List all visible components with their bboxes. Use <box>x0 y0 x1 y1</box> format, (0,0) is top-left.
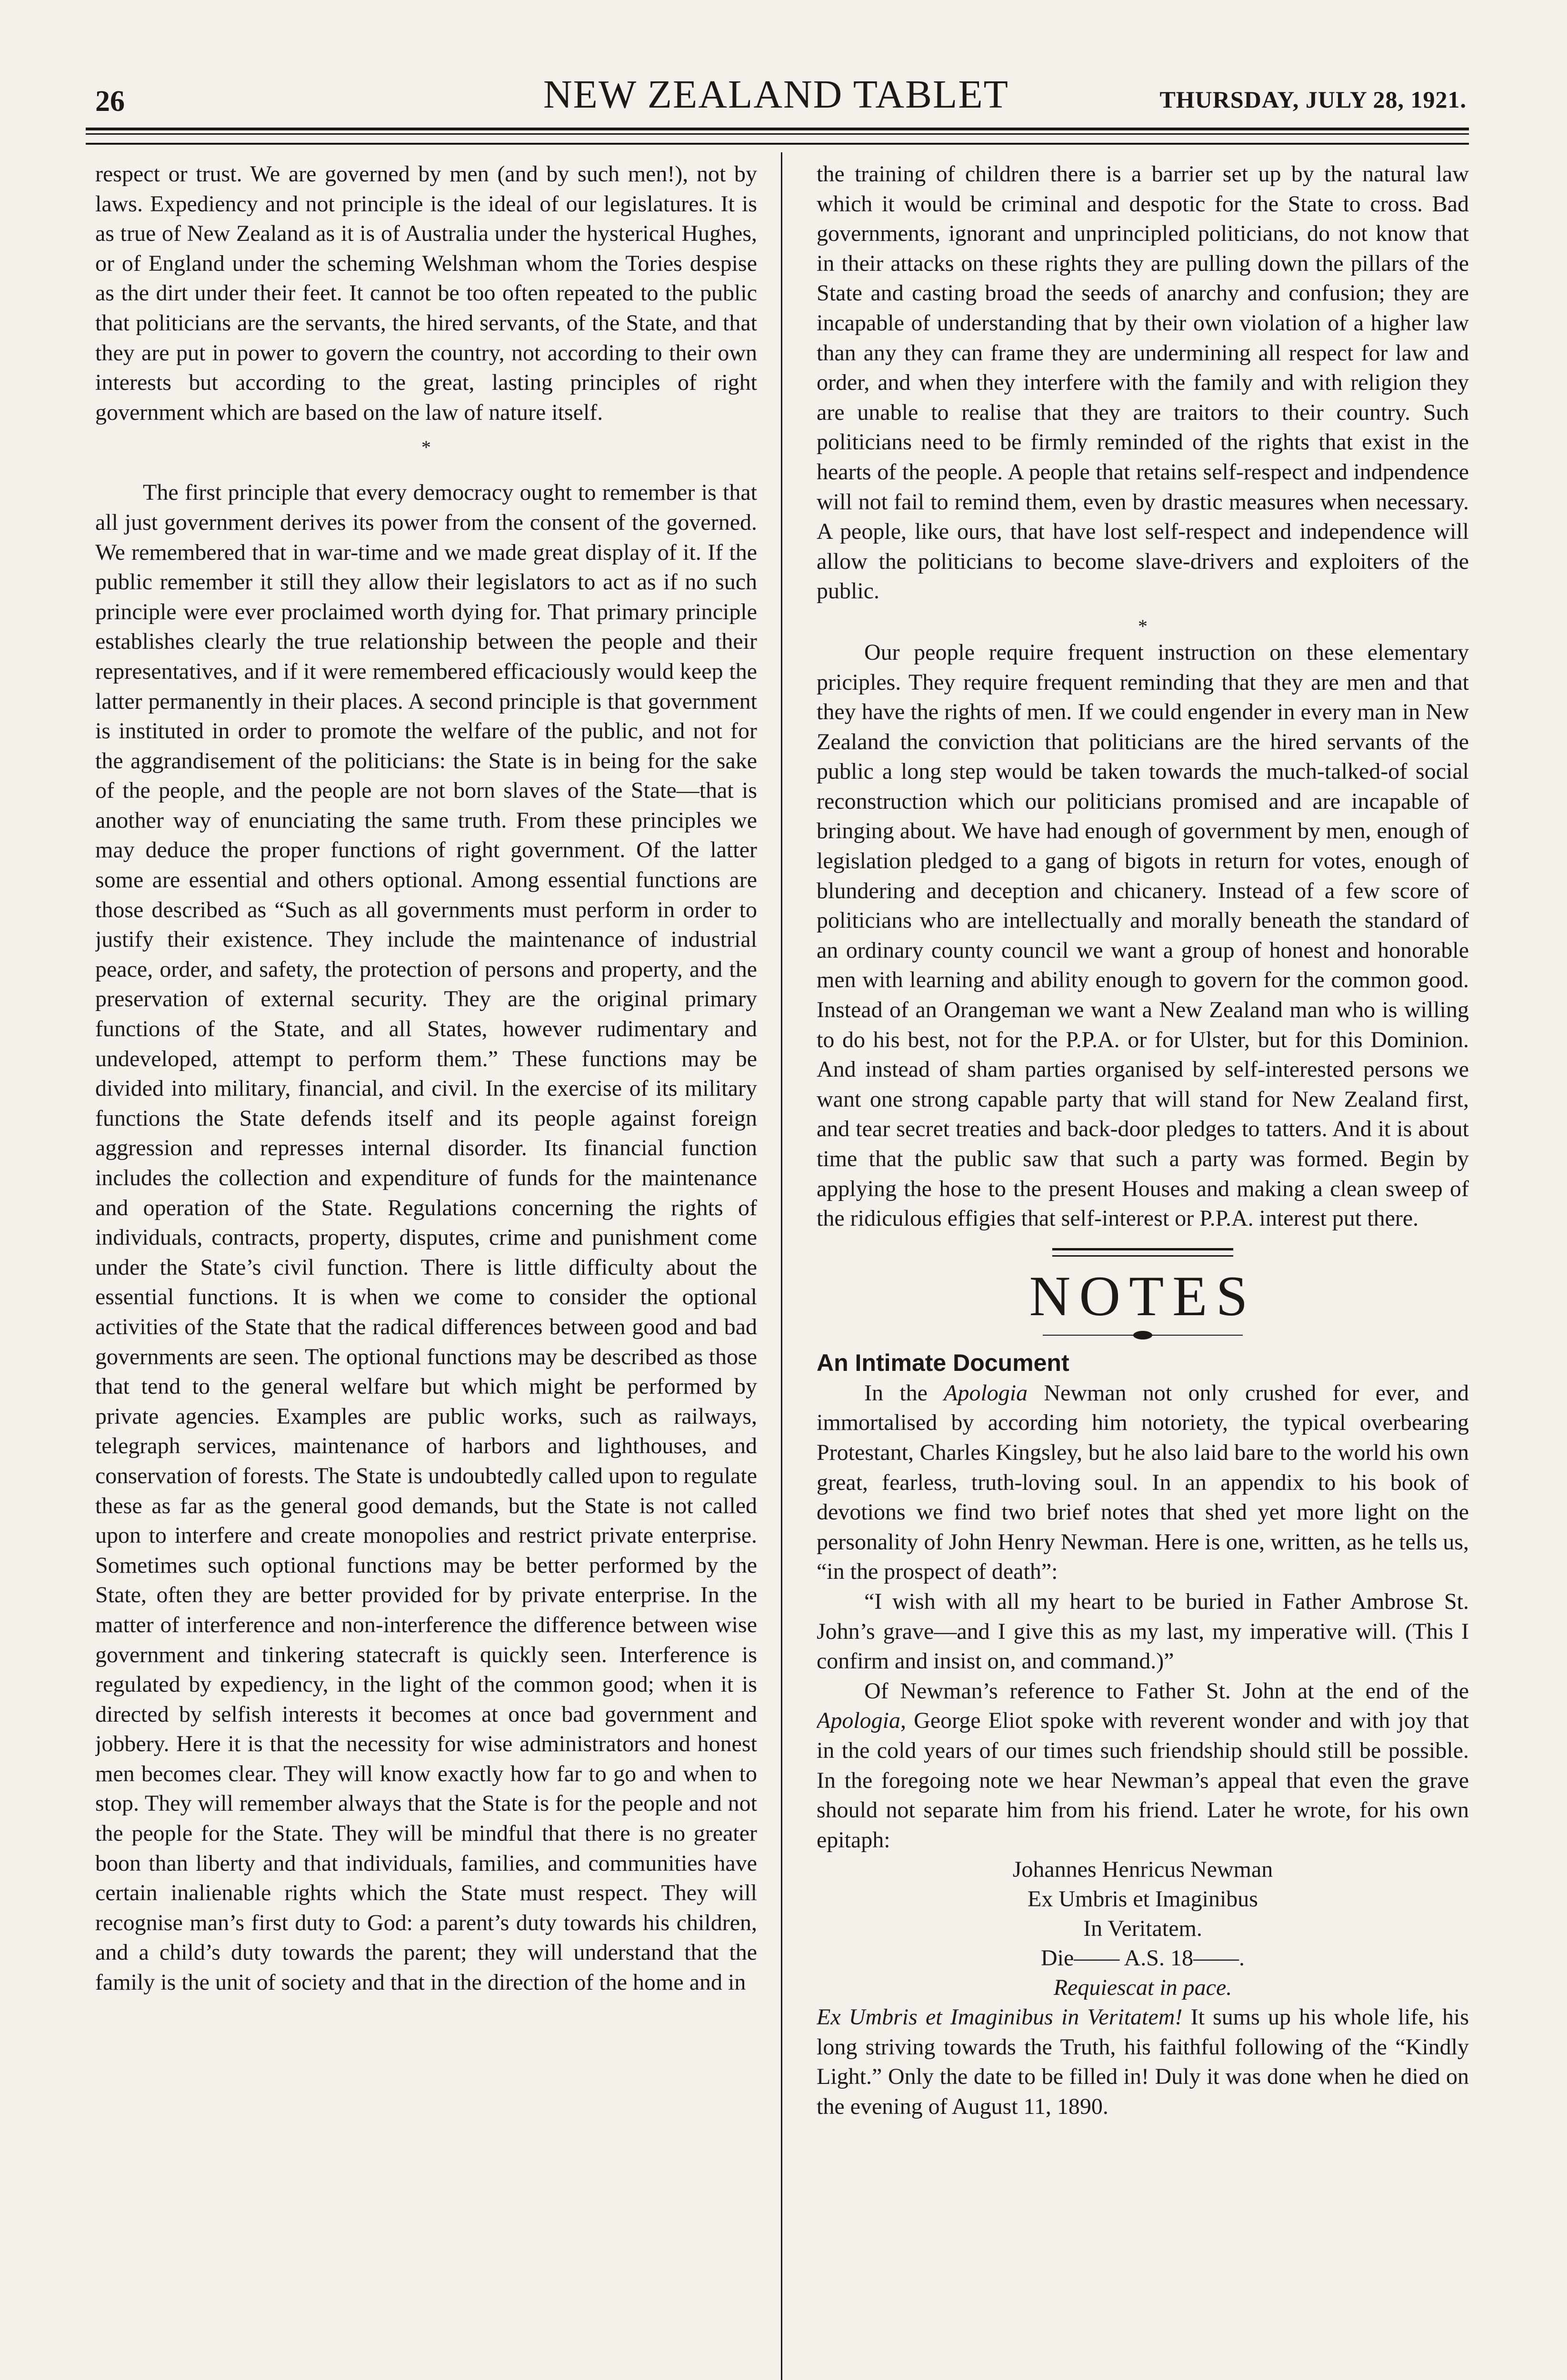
notes-rule <box>1052 1255 1233 1257</box>
left-paragraph-1: respect or trust. We are governed by men (and by such men!), not by laws. Expediency and not principle is the ideal of our legislatures. It is as true of New Zealand as it is of Australia under the hysterical Hughes, or of England under the scheming Welshman whom the Tories despise as the dirt under their feet. It cannot be too often repeated to the public that politicians are the servants, the hired servants, of the State, and that they are put in power to govern the country, not according to their own interests but according to the great, lasting principles of right government which are based on the law of nature itself. <box>95 161 757 425</box>
masthead-title: NEW ZEALAND TABLET <box>543 72 1009 117</box>
apologia-title: Apologia <box>817 1708 900 1734</box>
column-divider <box>781 152 782 2380</box>
newman-quote: “I wish with all my heart to be buried in Father Ambrose St. John’s grave—and I give this as my last, my imperative will. (This I confirm and insist on, and command.)” <box>817 1588 1469 1674</box>
epitaph-line: Johannes Henricus Newman <box>1012 1857 1273 1883</box>
page-header <box>86 71 1467 124</box>
epitaph-line: Ex Umbris et Imaginibus <box>1028 1886 1258 1912</box>
notes-paragraph-2: Of Newman’s reference to Father St. John at the end of the Apologia, George Eliot spoke with reverent wonder and with joy that in the cold years of our times such friendship should still be possible. In the foregoing note we hear Newman’s appeal that even the grave should not separate him from his friend. Later he wrote, for his own epitaph: <box>817 1678 1469 1853</box>
notes-title: NOTES <box>1029 1264 1257 1328</box>
left-paragraph-2: The first principle that every democracy ought to remember is that all just government derives its power from the consent of the governed. We remembered that in war-time and we made great display of it. If the public remember it still they allow their legislators to act as if no such principle were ever proclaimed worth dying for. That primary principle establishes clearly the true relationship between the people and their representatives, and if it were remembered efficaciously would keep the latter permanently in their places. A second principle is that government is instituted in order to promote the welfare of the public, and not for the aggrandisement of the politicians: the State is in being for the sake of the people, and the people are not born slaves of the State—that is another way of enunciating the same truth. From these principles we may deduce the proper functions of right government. Of the latter some are essential and others optional. Among essential functions are those described as “Such as all governments must perform in order to justify their existence. They include the maintenance of industrial peace, order, and safety, the protection of persons and property, and the preservation of external security. They are the original primary functions of the State, and all States, however rudimentary and undeveloped, attempt to perform them.” These functions may be divided into military, financial, and civil. In the exercise of its military functions the State defends itself and its people against foreign aggression and represses internal disorder. Its financial function includes the collection and expenditure of funds for the maintenance and operation of the State. Regulations concerning the rights of individuals, contracts, property, disputes, crime and punishment come under the State’s civil function. There is little difficulty about the essential functions. It is when we come to consider the optional activities of the State that the radical differences between good and bad governments are seen. The optional functions may be described as those that tend to the general welfare but which might be performed by private agencies. Examples are public works, such as railways, telegraph services, maintenance of harbors and lighthouses, and conservation of forests. The State is undoubtedly called upon to regulate these as far as the general good demands, but the State is not called upon to interfere and create monopolies and restrict private enterprise. Sometimes such optional functions may be better performed by the State, often they are better provided for by private enterprise. In the matter of interference and non-interference the difference between wise government and tinkering statecraft is quickly seen. Interference is regulated by expediency, in the light of the common good; when it is directed by selfish interests it becomes at once bad government and jobbery. Here it is that the necessity for wise administrators and honest men becomes clear. They will know exactly how far to go and when to stop. They will remember always that the State is for the people and not the people for the State. They will be mindful that there is no greater boon than liberty and that individuals, families, and communities have certain inalienable rights which the State must respect. They will recognise man’s first duty to God: a parent’s duty towards his children, and a child’s duty towards the parent; they will understand that the family is the unit of society and that in the direction of the home and in <box>95 480 757 1995</box>
epitaph-line: Die—— A.S. 18——. <box>1040 1945 1245 1971</box>
notes-ornament <box>1043 1334 1243 1337</box>
right-paragraph-1: the training of children there is a barrier set up by the natural law which it would be criminal and despotic for the State to cross. Bad governments, ignorant and unprincipled politicians, do not know that in their attacks on these rights they are pulling down the pillars of the State and casting broad the seeds of anarchy and confusion; they are incapable of understanding that by their own violation of a higher law than any they can frame they are undermining all respect for law and order, and when they interfere with the family and with religion they are unable to realise that they are traitors to their country. Such politicians need to be firmly reminded of the rights that exist in the hearts of the people. A people that retains self-respect and indpendence will not fail to remind them, even by drastic measures when necessary. A people, like ours, that have lost self-respect and independence will allow the politicians to become slave-drivers and exploiters of the public. <box>817 161 1469 604</box>
section-separator: * <box>1138 615 1148 637</box>
header-rule <box>86 133 1469 135</box>
section-separator: * <box>421 436 431 458</box>
epitaph-line: Requiescat in pace. <box>1053 1975 1232 2001</box>
issue-date: THURSDAY, JULY 28, 1921. <box>1159 86 1467 113</box>
right-column <box>817 159 1469 2380</box>
header-rule <box>86 143 1469 145</box>
notes-paragraph-1: In the Apologia Newman not only crushed for ever, and immortalised by according him notoriety, the typical overbearing Protestant, Charles Kingsley, but he also laid bare to the world his own great, fearless, truth-loving soul. In an appendix to his book of devotions we find two brief notes that shed yet more light on the personality of John Henry Newman. Here is one, written, as he tells us, “in the prospect of death”: <box>817 1380 1469 1585</box>
right-paragraph-2: Our people require frequent instruction on these elementary priciples. They require frequent reminding that they are men and that they have the rights of men. If we could engender in every man in New Zealand the conviction that politicians are the hired servants of the public a long step would be taken towards the much-talked-of social reconstruction which our politicians promised and are incapable of bringing about. We have had enough of government by men, enough of legislation pledged to a gang of bigots in return for votes, enough of blundering and deception and chicanery. Instead of a few score of politicians who are intellectually and morally beneath the standard of an ordinary county council we want a group of honest and honorable men with learning and ability enough to govern for the common good. Instead of an Orangeman we want a New Zealand man who is willing to do his best, not for the P.P.A. or for Ulster, but for this Dominion. And instead of sham parties organised by self-interested persons we want one strong capable party that will stand for New Zealand first, and tear secret treaties and back-door pledges to tatters. And it is about time that the public saw that such a party was formed. Begin by applying the hose to the present Houses and making a clean sweep of the ridiculous effigies that self-interest or P.P.A. interest put there. <box>817 639 1469 1231</box>
epitaph-line: In Veritatem. <box>1083 1916 1202 1942</box>
notes-rule <box>1052 1248 1233 1250</box>
left-column <box>95 159 757 2380</box>
page-number: 26 <box>95 85 125 118</box>
section-heading: An Intimate Document <box>817 1349 1069 1376</box>
header-rule <box>86 128 1469 130</box>
epitaph <box>817 1855 1469 2003</box>
notes-closing: Ex Umbris et Imaginibus in Veritatem! It sums up his whole life, his long striving towards the Truth, his faithful following of the “Kindly Light.” Only the date to be filled in! Duly it was done when he died on the evening of August 11, 1890. <box>817 2004 1469 2120</box>
notes-heading-block <box>817 1248 1469 1337</box>
apologia-title: Apologia <box>944 1380 1028 1406</box>
